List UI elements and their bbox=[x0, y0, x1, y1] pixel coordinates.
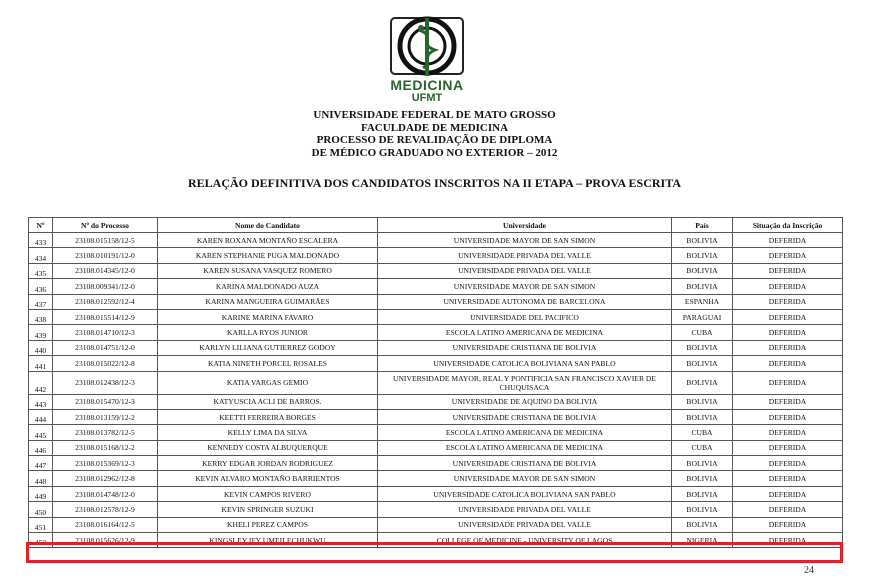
cell-country: CUBA bbox=[672, 325, 733, 340]
cell-status: DEFERIDA bbox=[733, 425, 843, 440]
cell-university: UNIVERSIDADE CRISTIANA DE BOLIVIA bbox=[378, 340, 672, 355]
table-row bbox=[29, 409, 843, 424]
cell-country: BOLIVIA bbox=[672, 517, 733, 532]
cell-process-number: 23108.015514/12-9 bbox=[53, 309, 158, 324]
document-heading bbox=[0, 109, 869, 159]
cell-status: DEFERIDA bbox=[733, 486, 843, 501]
cell-country: PARAGUAI bbox=[672, 309, 733, 324]
table-row bbox=[29, 356, 843, 371]
cell-process-number: 23108.014345/12-0 bbox=[53, 263, 158, 278]
cell-status: DEFERIDA bbox=[733, 471, 843, 486]
cell-status: DEFERIDA bbox=[733, 309, 843, 324]
header-process: Nº do Processo bbox=[53, 218, 158, 233]
table-row bbox=[29, 440, 843, 455]
cell-university: ESCOLA LATINO AMERICANA DE MEDICINA bbox=[378, 440, 672, 455]
logo-name: MEDICINA bbox=[390, 77, 464, 93]
table-row bbox=[29, 340, 843, 355]
header-country: País bbox=[672, 218, 733, 233]
cell-university: UNIVERSIDADE MAYOR DE SAN SIMON bbox=[378, 471, 672, 486]
cell-process-number: 23108.015369/12-3 bbox=[53, 456, 158, 471]
cell-university: UNIVERSIDADE PRIVADA DEL VALLE bbox=[378, 502, 672, 517]
document-subtitle: RELAÇÃO DEFINITIVA DOS CANDIDATOS INSCRITOS NA II ETAPA – PROVA ESCRITA bbox=[187, 176, 681, 190]
cell-status: DEFERIDA bbox=[733, 279, 843, 294]
cell-university: UNIVERSIDADE PRIVADA DEL VALLE bbox=[378, 517, 672, 532]
table-row bbox=[29, 263, 843, 278]
cell-row-number: 434 bbox=[29, 248, 53, 263]
cell-university: UNIVERSIDADE MAYOR, REAL Y PONTIFICIA SAN FRANCISCO XAVIER DE CHUQUISACA bbox=[378, 371, 672, 394]
medicina-ufmt-logo bbox=[372, 14, 482, 104]
cell-university: UNIVERSIDADE AUTONOMA DE BARCELONA bbox=[378, 294, 672, 309]
cell-row-number: 441 bbox=[29, 356, 53, 371]
cell-row-number: 447 bbox=[29, 456, 53, 471]
cell-process-number: 23108.012962/12-8 bbox=[53, 471, 158, 486]
cell-university: ESCOLA LATINO AMERICANA DE MEDICINA bbox=[378, 425, 672, 440]
table-row bbox=[29, 394, 843, 409]
cell-row-number: 440 bbox=[29, 340, 53, 355]
cell-university: UNIVERSIDADE CRISTIANA DE BOLIVIA bbox=[378, 409, 672, 424]
heading-line-university: UNIVERSIDADE FEDERAL DE MATO GROSSO bbox=[313, 109, 556, 121]
logo-subname: UFMT bbox=[411, 92, 443, 104]
cell-status: DEFERIDA bbox=[733, 325, 843, 340]
cell-country: CUBA bbox=[672, 440, 733, 455]
cell-status: DEFERIDA bbox=[733, 248, 843, 263]
cell-process-number: 23108.015168/12-2 bbox=[53, 440, 158, 455]
cell-row-number: 438 bbox=[29, 309, 53, 324]
cell-country: BOLIVIA bbox=[672, 394, 733, 409]
candidates-table bbox=[28, 217, 843, 548]
cell-candidate-name: KAREN ROXANA MONTAÑO ESCALERA bbox=[158, 233, 378, 248]
cell-country: CUBA bbox=[672, 425, 733, 440]
table-row bbox=[29, 486, 843, 501]
cell-country: NIGERIA bbox=[672, 533, 733, 548]
cell-candidate-name: KATIA VARGAS GEMIO bbox=[158, 371, 378, 394]
cell-candidate-name: KEVIN ALVARO MONTAÑO BARRIENTOS bbox=[158, 471, 378, 486]
cell-country: BOLIVIA bbox=[672, 233, 733, 248]
highlight-box bbox=[26, 542, 843, 563]
table-header-row bbox=[29, 218, 843, 233]
cell-process-number: 23108.013782/12-5 bbox=[53, 425, 158, 440]
cell-country: BOLIVIA bbox=[672, 456, 733, 471]
cell-candidate-name: KENNEDY COSTA ALBUQUERQUE bbox=[158, 440, 378, 455]
cell-status: DEFERIDA bbox=[733, 533, 843, 548]
cell-process-number: 23108.015022/12-8 bbox=[53, 356, 158, 371]
cell-university: UNIVERSIDADE DE AQUINO DA BOLIVIA bbox=[378, 394, 672, 409]
cell-row-number: 437 bbox=[29, 294, 53, 309]
cell-process-number: 23108.014751/12-0 bbox=[53, 340, 158, 355]
table-row bbox=[29, 517, 843, 532]
cell-row-number: 433 bbox=[29, 233, 53, 248]
cell-candidate-name: KARINA MALDONADO AUZA bbox=[158, 279, 378, 294]
cell-process-number: 23108.015158/12-5 bbox=[53, 233, 158, 248]
cell-row-number: 439 bbox=[29, 325, 53, 340]
cell-candidate-name: KARINA MANGUEIRA GUIMARÃES bbox=[158, 294, 378, 309]
cell-country: ESPANHA bbox=[672, 294, 733, 309]
cell-candidate-name: KINGSLEY IFY UMEILECHUKWU bbox=[158, 533, 378, 548]
table-row bbox=[29, 371, 843, 394]
table-row bbox=[29, 456, 843, 471]
cell-country: BOLIVIA bbox=[672, 502, 733, 517]
cell-university: ESCOLA LATINO AMERICANA DE MEDICINA bbox=[378, 325, 672, 340]
cell-row-number: 436 bbox=[29, 279, 53, 294]
heading-line-process: PROCESSO DE REVALIDAÇÃO DE DIPLOMA bbox=[316, 134, 553, 146]
cell-row-number: 442 bbox=[29, 371, 53, 394]
cell-candidate-name: KEVIN CAMPOS RIVERO bbox=[158, 486, 378, 501]
cell-candidate-name: KHELI PEREZ CAMPOS bbox=[158, 517, 378, 532]
cell-process-number: 23108.009341/12-0 bbox=[53, 279, 158, 294]
cell-university: UNIVERSIDADE CRISTIANA DE BOLIVIA bbox=[378, 456, 672, 471]
cell-process-number: 23108.014748/12-0 bbox=[53, 486, 158, 501]
cell-candidate-name: KARINE MARINA FAVARO bbox=[158, 309, 378, 324]
heading-line-scope: DE MÉDICO GRADUADO NO EXTERIOR – 2012 bbox=[311, 146, 558, 159]
cell-university: UNIVERSIDADE CATOLICA BOLIVIANA SAN PABLO bbox=[378, 356, 672, 371]
header-status: Situação da Inscrição bbox=[733, 218, 843, 233]
cell-candidate-name: KATYUSCIA ACLI DE BARROS. bbox=[158, 394, 378, 409]
table-row bbox=[29, 471, 843, 486]
cell-university: UNIVERSIDADE PRIVADA DEL VALLE bbox=[378, 248, 672, 263]
cell-process-number: 23108.012578/12-9 bbox=[53, 502, 158, 517]
cell-candidate-name: KARLYN LILIANA GUTIERREZ GODOY bbox=[158, 340, 378, 355]
cell-process-number: 23108.015626/12-9 bbox=[53, 533, 158, 548]
cell-country: BOLIVIA bbox=[672, 371, 733, 394]
cell-university: UNIVERSIDADE CATOLICA BOLIVIANA SAN PABLO bbox=[378, 486, 672, 501]
header-university: Universidade bbox=[378, 218, 672, 233]
cell-status: DEFERIDA bbox=[733, 456, 843, 471]
cell-university: UNIVERSIDADE MAYOR DE SAN SIMON bbox=[378, 233, 672, 248]
cell-row-number: 444 bbox=[29, 409, 53, 424]
cell-process-number: 23108.013159/12-2 bbox=[53, 409, 158, 424]
cell-row-number: 450 bbox=[29, 502, 53, 517]
cell-university: UNIVERSIDADE MAYOR DE SAN SIMON bbox=[378, 279, 672, 294]
cell-country: BOLIVIA bbox=[672, 409, 733, 424]
cell-candidate-name: KAREN STEPHANIE PUGA MALDONADO bbox=[158, 248, 378, 263]
cell-process-number: 23108.014710/12-3 bbox=[53, 325, 158, 340]
cell-process-number: 23108.015470/12-3 bbox=[53, 394, 158, 409]
cell-row-number: 449 bbox=[29, 486, 53, 501]
cell-candidate-name: KELLY LIMA DA SILVA bbox=[158, 425, 378, 440]
cell-country: BOLIVIA bbox=[672, 248, 733, 263]
cell-status: DEFERIDA bbox=[733, 517, 843, 532]
cell-country: BOLIVIA bbox=[672, 486, 733, 501]
header-candidate-name: Nome do Candidato bbox=[158, 218, 378, 233]
cell-country: BOLIVIA bbox=[672, 356, 733, 371]
table-row bbox=[29, 502, 843, 517]
cell-process-number: 23108.012438/12-3 bbox=[53, 371, 158, 394]
cell-row-number: 448 bbox=[29, 471, 53, 486]
caduceus-icon bbox=[381, 14, 473, 78]
cell-university: UNIVERSIDADE PRIVADA DEL VALLE bbox=[378, 263, 672, 278]
cell-status: DEFERIDA bbox=[733, 502, 843, 517]
cell-status: DEFERIDA bbox=[733, 371, 843, 394]
cell-candidate-name: KEETTI FERREIRA BORGES bbox=[158, 409, 378, 424]
cell-country: BOLIVIA bbox=[672, 263, 733, 278]
cell-process-number: 23108.012592/12-4 bbox=[53, 294, 158, 309]
cell-process-number: 23108.016164/12-5 bbox=[53, 517, 158, 532]
cell-country: BOLIVIA bbox=[672, 340, 733, 355]
cell-candidate-name: KATIA NINETH PORCEL ROSALES bbox=[158, 356, 378, 371]
table-row bbox=[29, 233, 843, 248]
cell-university: UNIVERSIDADE DEL PACIFICO bbox=[378, 309, 672, 324]
cell-process-number: 23108.010191/12-0 bbox=[53, 248, 158, 263]
cell-status: DEFERIDA bbox=[733, 340, 843, 355]
cell-candidate-name: KEVIN SPRINGER SUZUKI bbox=[158, 502, 378, 517]
header-number: Nº bbox=[29, 218, 53, 233]
cell-candidate-name: KARLLA RYOS JUNIOR bbox=[158, 325, 378, 340]
cell-row-number: 452 bbox=[29, 533, 53, 548]
cell-status: DEFERIDA bbox=[733, 409, 843, 424]
cell-row-number: 443 bbox=[29, 394, 53, 409]
page-number: 24 bbox=[804, 565, 814, 576]
cell-status: DEFERIDA bbox=[733, 356, 843, 371]
table-row bbox=[29, 248, 843, 263]
cell-candidate-name: KERRY EDGAR JORDAN RODRIGUEZ bbox=[158, 456, 378, 471]
cell-country: BOLIVIA bbox=[672, 471, 733, 486]
table-row bbox=[29, 279, 843, 294]
cell-status: DEFERIDA bbox=[733, 263, 843, 278]
cell-candidate-name: KAREN SUSANA VASQUEZ ROMERO bbox=[158, 263, 378, 278]
table-row bbox=[29, 325, 843, 340]
cell-status: DEFERIDA bbox=[733, 294, 843, 309]
cell-status: DEFERIDA bbox=[733, 440, 843, 455]
table-row bbox=[29, 425, 843, 440]
cell-row-number: 446 bbox=[29, 440, 53, 455]
cell-status: DEFERIDA bbox=[733, 233, 843, 248]
cell-status: DEFERIDA bbox=[733, 394, 843, 409]
cell-university: COLLEGE OF MEDICINE - UNIVERSITY OF LAGOS bbox=[378, 533, 672, 548]
table-row bbox=[29, 309, 843, 324]
table-row bbox=[29, 294, 843, 309]
cell-country: BOLIVIA bbox=[672, 279, 733, 294]
heading-line-faculty: FACULDADE DE MEDICINA bbox=[360, 121, 509, 134]
cell-row-number: 451 bbox=[29, 517, 53, 532]
cell-row-number: 445 bbox=[29, 425, 53, 440]
cell-row-number: 435 bbox=[29, 263, 53, 278]
